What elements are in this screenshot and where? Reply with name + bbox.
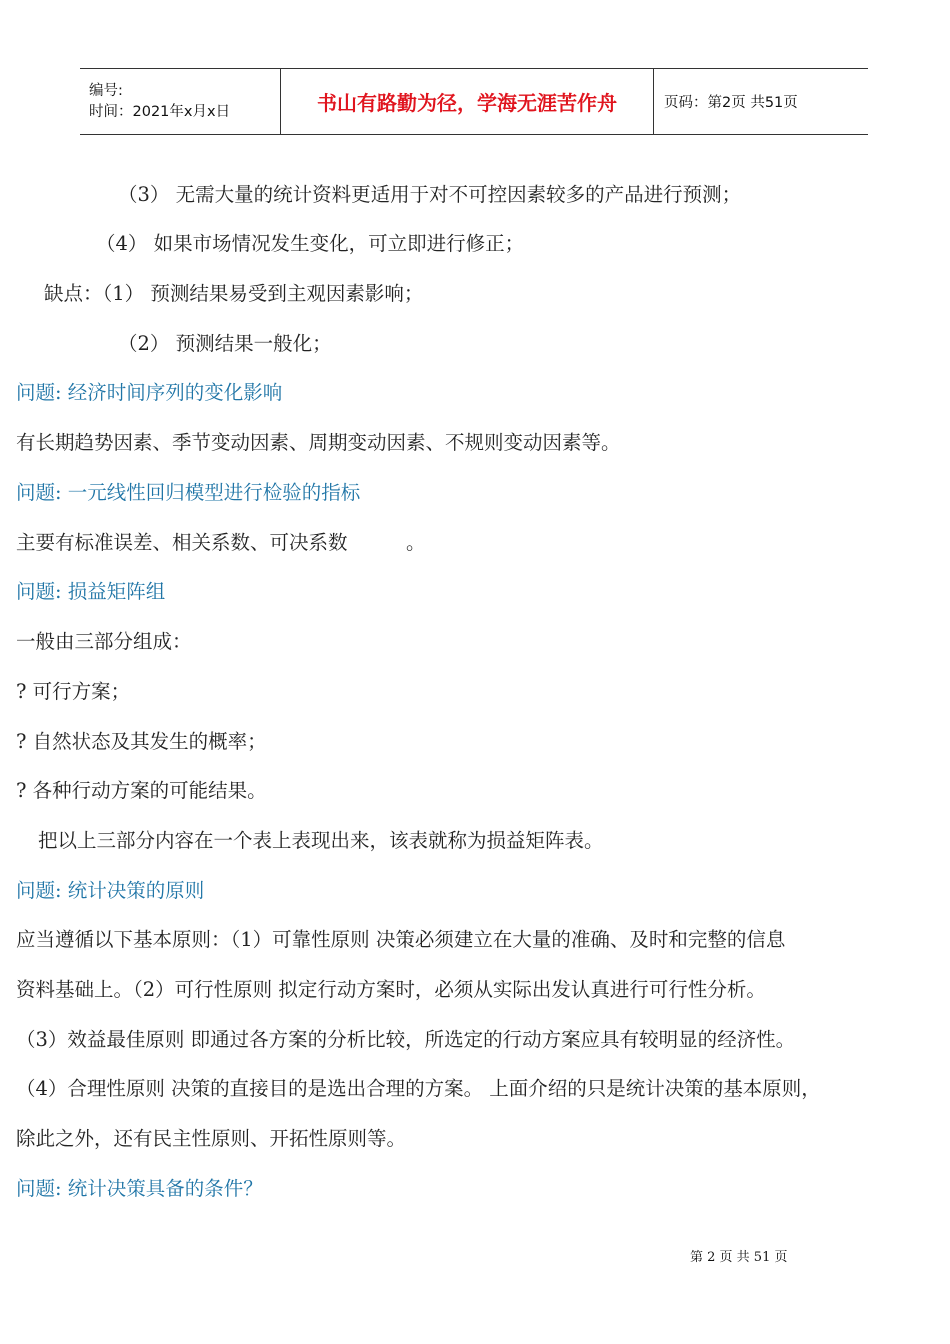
body-line: 有长期趋势因素、季节变动因素、周期变动因素、不规则变动因素等。 [16, 431, 621, 454]
body-line: （3） 无需大量的统计资料更适用于对不可控因素较多的产品进行预测； [118, 183, 742, 206]
list-item: ? 可行方案； [16, 680, 131, 703]
body-line: 主要有标准误差、相关系数、可决系数 。 [16, 531, 426, 554]
header-motto-cell [281, 69, 654, 134]
document-header [80, 68, 868, 135]
question-heading: 问题: 一元线性回归模型进行检验的指标 [16, 481, 361, 504]
list-item: ? 自然状态及其发生的概率； [16, 730, 267, 753]
body-line: （4）合理性原则 决策的直接目的是选出合理的方案。 上面介绍的只是统计决策的基本原则， [16, 1077, 821, 1100]
body-line: 除此之外，还有民主性原则、开拓性原则等。 [16, 1127, 407, 1150]
body-line: （4） 如果市场情况发生变化，可立即进行修正； [96, 232, 525, 255]
body-line: 把以上三部分内容在一个表上表现出来，该表就称为损益矩阵表。 [38, 829, 604, 852]
list-item: ? 各种行动方案的可能结果。 [16, 779, 267, 802]
page-number-label: 页码：第2页 共51页 [664, 95, 798, 111]
page-footer: 第 2 页 共 51 页 [690, 1250, 788, 1265]
body-line: 一般由三部分组成： [16, 630, 192, 653]
body-line: （3）效益最佳原则 即通过各方案的分析比较，所选定的行动方案应具有较明显的经济性。 [16, 1028, 796, 1051]
question-heading: 问题: 统计决策的原则 [16, 879, 205, 902]
body-line: （2） 预测结果一般化； [118, 332, 332, 355]
question-heading: 问题: 经济时间序列的变化影响 [16, 381, 283, 404]
header-page-cell [654, 69, 868, 134]
number-label: 编号: [89, 82, 123, 99]
body-line: 资料基础上。（2）可行性原则 拟定行动方案时，必须从实际出发认真进行可行性分析。 [16, 978, 766, 1001]
body-line: 应当遵循以下基本原则：（1）可靠性原则 决策必须建立在大量的准确、及时和完整的信息 [16, 928, 786, 951]
body-line: 缺点：（1） 预测结果易受到主观因素影响； [44, 282, 424, 305]
question-heading: 问题: 统计决策具备的条件？ [16, 1177, 263, 1200]
question-heading: 问题: 损益矩阵组 [16, 580, 166, 603]
time-label: 时间：2021年x月x日 [89, 103, 231, 120]
header-left-cell [80, 69, 281, 134]
motto-text: 书山有路勤为径，学海无涯苦作舟 [317, 91, 617, 115]
